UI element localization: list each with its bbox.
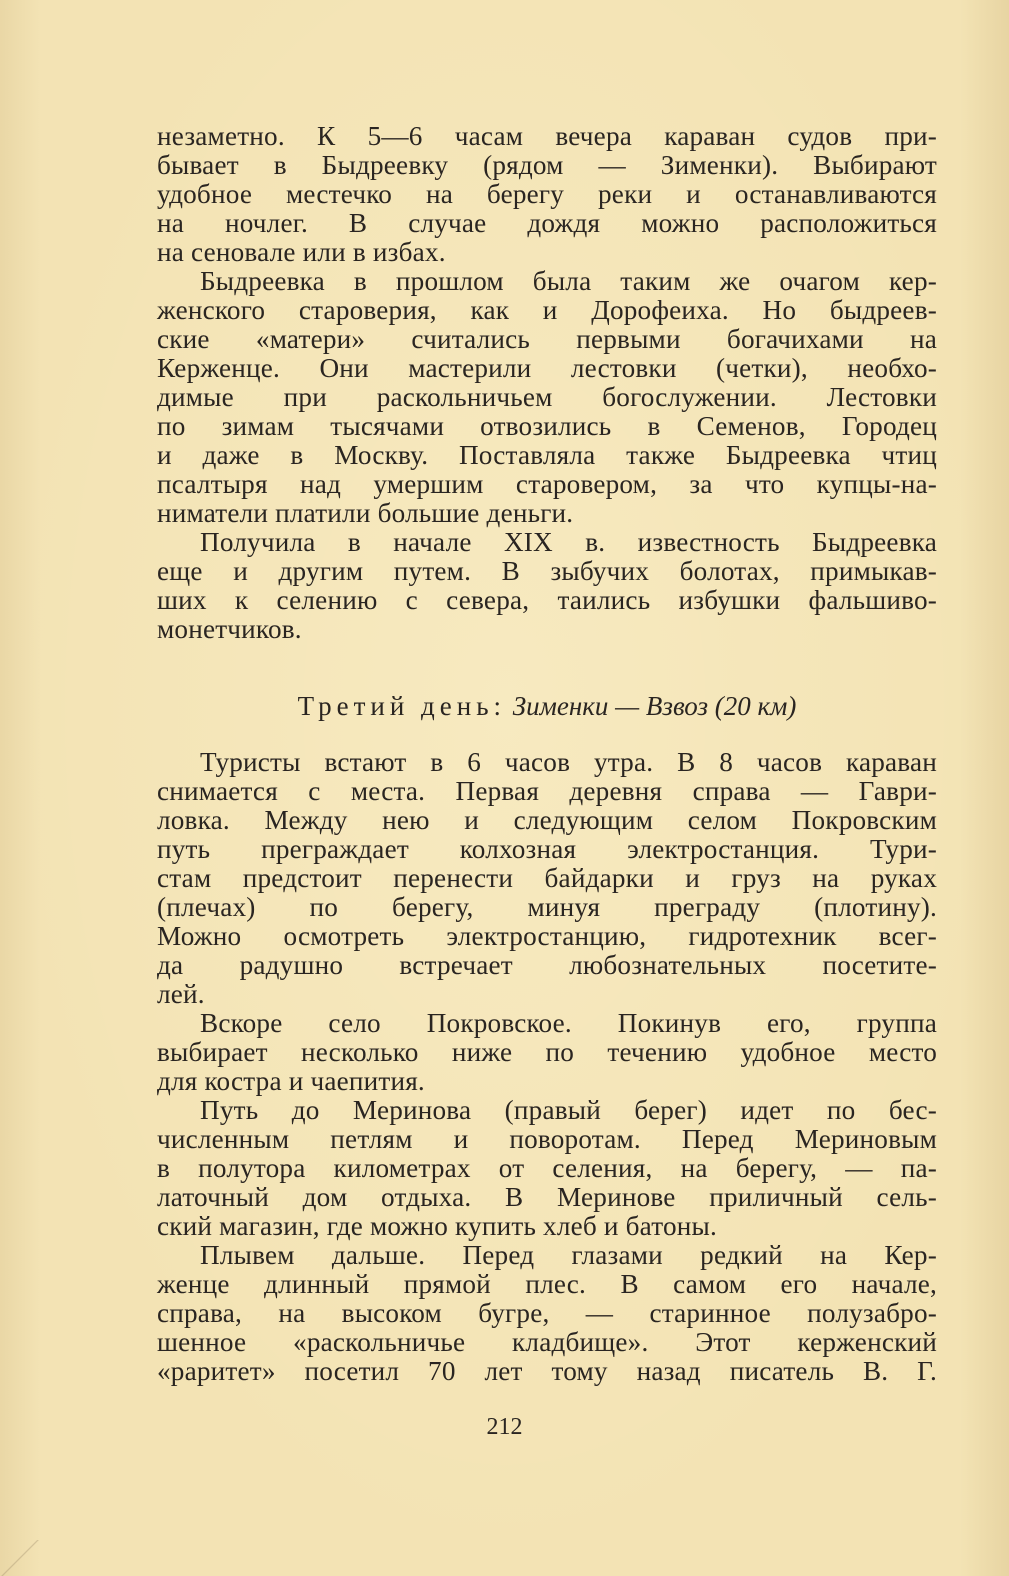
text-line: женского староверия, как и Дорофеиха. Но быдреев- — [157, 295, 937, 325]
section-heading — [157, 690, 937, 722]
paragraph — [157, 528, 937, 644]
text-line: монетчиков. — [157, 614, 302, 644]
text-line: Быдреевка в прошлом была таким же очагом кер- — [200, 266, 937, 296]
text-line: еще и другим путем. В зыбучих болотах, примыкав- — [157, 556, 937, 586]
text-line: Плывем дальше. Перед глазами редкий на Кер- — [200, 1240, 937, 1270]
text-line: для костра и чаепития. — [157, 1066, 425, 1096]
text-line: в полутора километрах от селения, на берегу, — па- — [157, 1153, 937, 1183]
text-block-top — [157, 122, 937, 644]
text-line: снимается с места. Первая деревня справа — Гаври- — [157, 776, 937, 806]
text-line: Получила в начале XIX в. известность Быдреевка — [200, 527, 937, 557]
paragraph — [157, 1096, 937, 1241]
text-line: на сеновале или в избах. — [157, 237, 446, 267]
text-line: димые при раскольничьем богослужении. Лестовки — [157, 382, 937, 412]
text-line: (плечах) по берегу, минуя преграду (плотину). — [157, 892, 937, 922]
text-line: Можно осмотреть электростанцию, гидротехник всег- — [157, 921, 937, 951]
text-line: женце длинный прямой плес. В самом его начале, — [157, 1269, 937, 1299]
text-line: выбирает несколько ниже по течению удобное место — [157, 1037, 937, 1067]
heading-day: Третий день: — [297, 691, 507, 721]
text-line: латочный дом отдыха. В Меринове приличный сель- — [157, 1182, 937, 1212]
text-line: и даже в Москву. Поставляла также Быдреевка чтиц — [157, 440, 937, 470]
heading-route: Зименки — Взвоз (20 км) — [512, 691, 797, 721]
paragraph — [157, 122, 937, 267]
text-line: незаметно. К 5—6 часам вечера караван судов при- — [157, 121, 937, 151]
text-block-bottom — [157, 748, 937, 1386]
text-line: ские «матери» считались первыми богачихами на — [157, 324, 937, 354]
paragraph — [157, 1241, 937, 1386]
text-line: да радушно встречает любознательных посетите- — [157, 950, 937, 980]
text-line: путь преграждает колхозная электростанция. Тури- — [157, 834, 937, 864]
text-line: шенное «раскольничье кладбище». Этот керженский — [157, 1327, 937, 1357]
text-line: Керженце. Они мастерили лестовки (четки), необхо- — [157, 353, 937, 383]
text-line: стам предстоит перенести байдарки и груз на руках — [157, 863, 937, 893]
text-line: по зимам тысячами отвозились в Семенов, Городец — [157, 411, 937, 441]
text-line: ших к селению с севера, таились избушки фальшиво- — [157, 585, 937, 615]
text-line: лей. — [157, 979, 205, 1009]
text-line: Путь до Меринова (правый берег) идет по бес- — [200, 1095, 937, 1125]
text-line: удобное местечко на берегу реки и останавливаются — [157, 179, 937, 209]
text-line: ский магазин, где можно купить хлеб и батоны. — [157, 1211, 717, 1241]
text-line: на ночлег. В случае дождя можно расположиться — [157, 208, 937, 238]
paragraph — [157, 267, 937, 528]
text-line: ловка. Между нею и следующим селом Покровским — [157, 805, 937, 835]
text-line: псалтыря над умершим старовером, за что купцы-на- — [157, 469, 937, 499]
text-line: Вскоре село Покровское. Покинув его, группа — [200, 1008, 937, 1038]
page-corner-crease — [0, 1540, 40, 1576]
text-line: справа, на высоком бугре, — старинное полузабро- — [157, 1298, 937, 1328]
paragraph — [157, 1009, 937, 1096]
paragraph — [157, 748, 937, 1009]
text-line: бывает в Быдреевку (рядом — Зименки). Выбирают — [157, 150, 937, 180]
page-number: 212 — [486, 1414, 523, 1440]
text-line: Туристы встают в 6 часов утра. В 8 часов караван — [200, 747, 937, 777]
text-line: численным петлям и поворотам. Перед Мериновым — [157, 1124, 937, 1154]
text-line: «раритет» посетил 70 лет тому назад писатель В. Г. — [157, 1356, 937, 1386]
text-line: ниматели платили большие деньги. — [157, 498, 574, 528]
